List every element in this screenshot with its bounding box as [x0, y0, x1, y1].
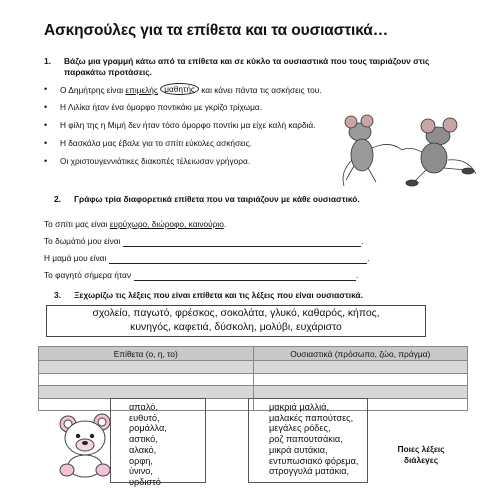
word-bank-line1: σχολείο, παγωτό, φρέσκος, σοκολάτα, γλυκό, καθαρός, κήπος, [92, 308, 380, 319]
bullet-icon: • [44, 156, 48, 166]
sentence5-text: Οι χριστουγεννιάτικες διακοπές τέλειωσαν γρήγορα. [60, 156, 251, 166]
choice-item: ευθυτό, [129, 412, 160, 423]
bullet-icon: • [44, 138, 48, 148]
choice-item: στρογγυλά ματάκια, [269, 466, 350, 477]
sentence-item [44, 138, 334, 156]
sentence-item [44, 156, 334, 174]
which-words-label [396, 444, 446, 466]
table-cell[interactable] [253, 361, 468, 374]
which-words-line1: Ποιες λέξεις [397, 444, 445, 454]
sentence-item [44, 84, 334, 102]
table-cell[interactable] [253, 373, 468, 386]
line-end: . [361, 236, 364, 246]
sentence1-noun: μαθητής [160, 83, 199, 95]
sentence1-post: και κάνει πάντα τις ασκήσεις του. [198, 85, 322, 95]
section2-lines [44, 213, 444, 281]
line-mom-label: Η μαμά μου είναι [44, 253, 107, 263]
table-cell[interactable] [39, 373, 254, 386]
section2-instruction [54, 194, 454, 205]
choice-item: ροζ παπουτσάκια, [269, 434, 343, 445]
mouse-left-icon [343, 115, 402, 186]
sentence-item [44, 102, 334, 120]
choice-item: αλακό, [129, 444, 157, 455]
example-answer: ευρύχωρο, διώροφο, καινούριο [109, 219, 224, 229]
choice-item: μικρά αυτάκια, [269, 444, 328, 455]
mouse-right-icon [402, 118, 476, 186]
section1-sentences [44, 84, 334, 174]
noun-choices-box [248, 398, 368, 483]
sentence1-pre: Ο Δημήτρης είναι [60, 85, 126, 95]
bullet-icon: • [44, 84, 48, 94]
word-bank [46, 305, 426, 337]
page-title: Ασκησούλες για τα επίθετα και τα ουσιαστικά… [44, 22, 389, 39]
section1-number: 1. [44, 56, 51, 66]
column-nouns: Ουσιαστικά (πρόσωπο, ζώο, πράγμα) [253, 347, 468, 361]
answer-line-mom [44, 247, 444, 264]
bullet-icon: • [44, 102, 48, 112]
choice-item: ρομάλλα, [129, 423, 167, 434]
sentence1-adjective: επιμελής [125, 85, 158, 95]
line-end: . [367, 253, 370, 263]
section1-instruction-text: Βάζω μια γραμμή κάτω από τα επίθετα και σε κύκλο τα ουσιαστικά που τους ταιριάζουν στις παρακάτω προτάσεις. [64, 56, 430, 77]
sentence3-text: Η φίλη της η Μιμή δεν ήταν τόσο όμορφο ποντίκι μα είχε καλή καρδιά. [60, 120, 316, 130]
line-food-label: Το φαγητό σήμερα ήταν [44, 270, 131, 280]
table-header-row [39, 347, 468, 361]
choice-item: μεγάλες ρόδες, [269, 423, 331, 434]
line-end: . [355, 270, 359, 280]
word-bank-line2: κυνηγός, καφετιά, δύσκολη, μολύβι, ευχάριστο [130, 322, 342, 333]
sentence2-text: Η Λιλίκα ήταν ένα όμορφο ποντικάκι με γκρίζο τρίχωμα. [60, 102, 262, 112]
bullet-icon: • [44, 120, 48, 130]
choice-item: μαλακές παπούτσες, [269, 412, 354, 423]
section3-instruction [54, 290, 464, 301]
example-end: . [223, 219, 227, 229]
section3-instruction-text: Ξεχωρίζω τις λέξεις που είναι επίθετα και τις λέξεις που είναι ουσιαστικά. [74, 290, 363, 300]
answer-line-food [44, 264, 444, 281]
adjective-choices-box [110, 398, 206, 487]
choice-item: ύνινο, [129, 466, 153, 477]
answer-blank[interactable] [134, 270, 359, 281]
table-cell[interactable] [253, 386, 468, 399]
choice-item: υρδιστό [129, 476, 161, 487]
table-row [39, 373, 468, 386]
sentence-item [44, 120, 334, 138]
answer-blank[interactable] [123, 236, 364, 247]
example-prefix: Το σπίτι μας είναι [44, 219, 108, 229]
example-line [44, 213, 444, 230]
table-row [39, 386, 468, 399]
section3-number: 3. [54, 290, 61, 300]
section1-instruction [44, 56, 434, 78]
choice-item: απαλό, [129, 402, 158, 412]
line-room-label: Το δωμάτιό μου είναι [44, 236, 121, 246]
column-adjectives: Επίθετα (ο, η, το) [39, 347, 254, 361]
choice-item: μακριά μαλλιά, [269, 402, 330, 412]
section2-number: 2. [54, 194, 61, 204]
which-words-line2: διάλεγες [403, 455, 439, 465]
table-cell[interactable] [39, 361, 254, 374]
section2-instruction-text: Γράφω τρία διαφορετικά επίθετα που να ταιριάζουν με κάθε ουσιαστικό. [74, 194, 360, 204]
table-cell[interactable] [39, 386, 254, 399]
choice-item: ορφη, [129, 455, 153, 466]
choice-item: εντυπωσιακό φόρεμα, [269, 455, 359, 466]
table-row [39, 361, 468, 374]
choice-item: αστικό, [129, 434, 158, 445]
answer-line-room [44, 230, 444, 247]
answer-blank[interactable] [109, 253, 370, 264]
sentence4-text: Η δασκάλα μας έβαλε για το σπίτι εύκολες ασκήσεις. [60, 138, 252, 148]
dancing-mice-illustration [340, 110, 480, 190]
